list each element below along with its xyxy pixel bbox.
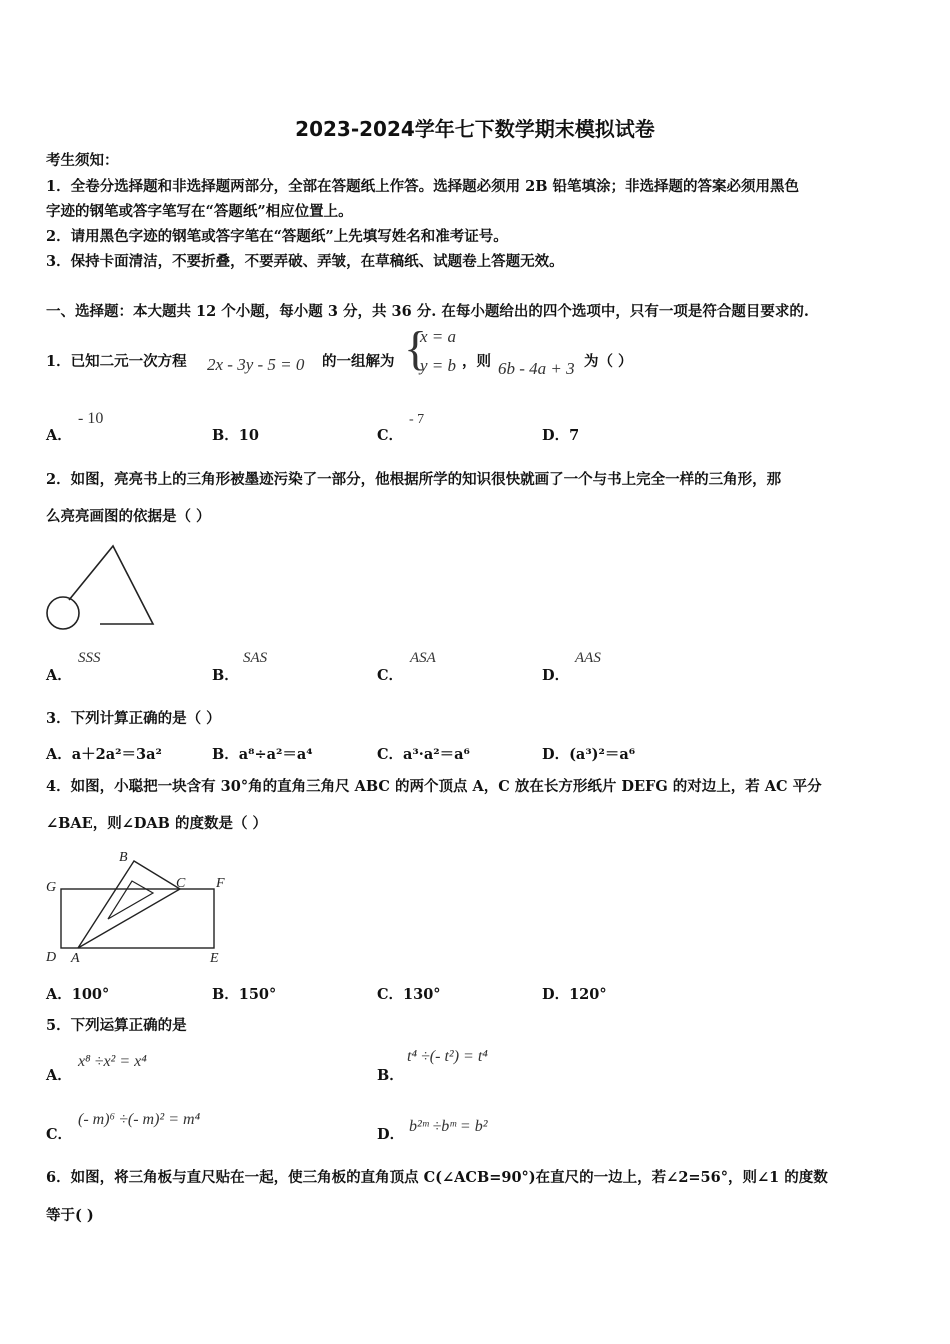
q2-option-c-value: ASA	[410, 650, 436, 666]
q1-prefix: 1．已知二元一次方程	[46, 353, 187, 370]
q2-option-d-value: AAS	[575, 650, 601, 666]
q2-stem-line-1: 2．如图，亮亮书上的三角形被墨迹污染了一部分，他根据所学的知识很快就画了一个与书上完全一样的三角形，那	[46, 471, 782, 488]
q4-stem-line-1: 4．如图，小聪把一块含有 30°角的直角三角尺 ABC 的两个顶点 A，C 放在长方形纸片 DEFG 的对边上，若 AC 平分	[46, 778, 822, 795]
q2-option-b-value: SAS	[243, 650, 268, 666]
q2-option-a-label: A．	[46, 667, 72, 684]
q4-label-c: C	[176, 876, 186, 891]
q2-option-a-value: SSS	[78, 650, 101, 666]
q4-option-c: C．130°	[377, 986, 441, 1003]
q2-triangle-visible-sides	[69, 546, 153, 624]
q3-option-a: A．a＋2a²＝3a²	[46, 746, 162, 763]
section-1-heading: 一、选择题：本大题共 12 个小题，每小题 3 分，共 36 分. 在每小题给出的四个选项中，只有一项是符合题目要求的.	[46, 303, 809, 320]
q3-option-b: B．a⁸÷a²＝a⁴	[212, 746, 313, 763]
q6-stem-line-1: 6．如图，将三角板与直尺贴在一起，使三角板的直角顶点 C(∠ACB=90°)在直尺的一边上，若∠2=56°，则∠1 的度数	[46, 1169, 828, 1186]
q2-option-c-label: C．	[377, 667, 404, 684]
q3-stem: 3．下列计算正确的是（ ）	[46, 710, 221, 727]
q4-label-b: B	[119, 850, 128, 865]
page-title: 2023-2024学年七下数学期末模拟试卷	[295, 117, 655, 141]
q2-option-b-label: B．	[212, 667, 239, 684]
q1-option-a-label: A．	[46, 427, 72, 444]
q4-stem-line-2: ∠BAE，则∠DAB 的度数是（ ）	[46, 815, 268, 832]
q4-label-g: G	[46, 880, 57, 895]
q5-option-a-value: x⁸ ÷x² = x⁴	[78, 1053, 147, 1070]
q1-suffix: 为（ ）	[584, 353, 633, 370]
notice-heading: 考生须知：	[46, 152, 119, 169]
q5-option-d-value: b²ᵐ ÷bᵐ = b²	[409, 1118, 488, 1135]
q6-stem-line-2: 等于( )	[46, 1207, 94, 1224]
q1-mid: 的一组解为	[322, 353, 395, 370]
q1-option-b: B．10	[212, 427, 259, 444]
notice-line-2: 2．请用黑色字迹的钢笔或答字笔在“答题纸”上先填写姓名和准考证号。	[46, 228, 508, 245]
q2-option-d-label: D．	[542, 667, 570, 684]
q4-label-f: F	[216, 876, 225, 891]
notice-line-3: 3．保持卡面清洁，不要折叠，不要弄破、弄皱，在草稿纸、试题卷上答题无效。	[46, 253, 564, 270]
q1-option-d: D．7	[542, 427, 580, 444]
notice-line-1b: 字迹的钢笔或答字笔写在“答题纸”相应位置上。	[46, 203, 353, 220]
q4-label-e: E	[210, 951, 219, 966]
q4-triangle-inner	[108, 881, 153, 919]
q4-label-a: A	[71, 951, 80, 966]
q2-ink-blot	[47, 597, 79, 629]
q1-system-line-2: y = b	[420, 356, 457, 375]
q4-option-d: D．120°	[542, 986, 607, 1003]
q5-option-b-label: B．	[377, 1067, 404, 1084]
q4-option-b: B．150°	[212, 986, 277, 1003]
q1-expression: 6b - 4a + 3	[498, 359, 575, 378]
q1-equation: 2x - 3y - 5 = 0	[207, 355, 305, 374]
q2-stem-line-2: 么亮亮画图的依据是（ ）	[46, 508, 211, 525]
q1-option-c-value: - 7	[409, 412, 425, 427]
q3-option-c: C．a³·a²＝a⁶	[377, 746, 470, 763]
q5-option-a-label: A．	[46, 1067, 72, 1084]
q4-triangle-abc	[78, 861, 180, 948]
q1-system-line-1: x = a	[420, 327, 457, 346]
notice-line-1a: 1．全卷分选择题和非选择题两部分，全部在答题纸上作答。选择题必须用 2B 铅笔填涂；非选择题的答案必须用黑色	[46, 178, 800, 195]
q4-option-a: A．100°	[46, 986, 110, 1003]
q5-option-c-label: C．	[46, 1126, 73, 1143]
q1-option-a-value: - 10	[78, 410, 104, 427]
q1-option-c-label: C．	[377, 427, 404, 444]
q5-option-c-value: (- m)⁶ ÷(- m)² = m⁴	[78, 1111, 201, 1128]
q3-option-d: D．(a³)²＝a⁶	[542, 746, 636, 763]
q2-triangle-figure	[40, 540, 165, 640]
q5-option-b-value: t⁴ ÷(- t²) = t⁴	[407, 1048, 488, 1065]
q1-then: ，则	[462, 353, 491, 370]
q1-system-brace: {	[404, 322, 428, 375]
q4-figure	[40, 845, 240, 970]
q4-label-d: D	[46, 950, 57, 965]
q5-stem: 5．下列运算正确的是	[46, 1017, 187, 1034]
q5-option-d-label: D．	[377, 1126, 405, 1143]
